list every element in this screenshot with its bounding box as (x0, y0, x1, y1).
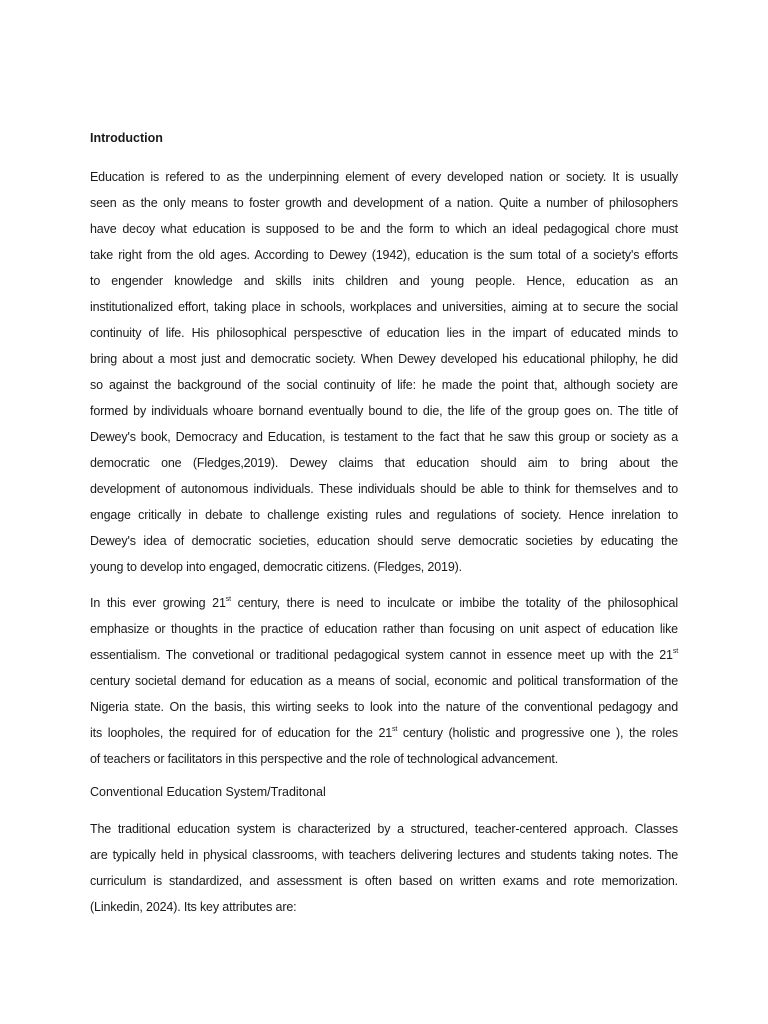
text-line: emphasize or thoughts in the practice of education rather than focusing on unit aspect of education like (90, 622, 678, 636)
text-line: of teachers or facilitators in this perspective and the role of technological advancement. (90, 752, 559, 766)
text-segment: its loopholes, the required for of education for the 21 (90, 726, 393, 740)
text-segment: century (holistic and progressive one ), the roles (397, 726, 678, 740)
text-line: Nigeria state. On the basis, this wirting seeks to look into the nature of the conventional pedagogy and (90, 700, 678, 714)
superscript: st (225, 596, 231, 603)
text-line: The traditional education system is characterized by a structured, teacher-centered approach. Classes (90, 822, 678, 836)
text-line: engage critically in debate to challenge existing rules and regulations of society. Hence inrelation to (90, 508, 678, 522)
paragraph-traditional-system (90, 816, 678, 920)
document-body (90, 128, 678, 930)
text-line (90, 642, 678, 668)
text-segment: In this ever growing 21 (90, 596, 226, 610)
text-line: Education is refered to as the underpinning element of every developed nation or society. It is usually (90, 170, 678, 184)
text-line: so against the background of the social continuity of life: he made the point that, although society are (90, 378, 678, 392)
text-line: century societal demand for education as a means of social, economic and political transformation of the (90, 674, 678, 688)
text-line: continuity of life. His philosophical perspesctive of education lies in the impart of educated minds to (90, 326, 678, 340)
text-line (90, 720, 678, 746)
paragraph-21st-century (90, 590, 678, 772)
text-line: development of autonomous individuals. These individuals should be able to think for themselves and to (90, 482, 678, 496)
text-line: seen as the only means to foster growth and development of a nation. Quite a number of philosophers (90, 196, 678, 210)
text-line: democratic one (Fledges,2019). Dewey claims that education should aim to bring about the (90, 456, 678, 470)
text-line: Dewey's book, Democracy and Education, is testament to the fact that he saw this group or society as a (90, 430, 678, 444)
text-line: young to develop into engaged, democratic citizens. (Fledges, 2019). (90, 560, 462, 574)
text-line: Dewey's idea of democratic societies, education should serve democratic societies by educating the (90, 534, 678, 548)
superscript: st (672, 648, 678, 655)
text-line: bring about a most just and democratic society. When Dewey developed his educational philophy, he did (90, 352, 678, 366)
text-segment: century, there is need to inculcate or imbibe the totality of the philosophical (230, 596, 678, 610)
section-heading-introduction: Introduction (90, 131, 163, 145)
text-segment: essentialism. The convetional or traditional pedagogical system cannot in essence meet up with the 21 (90, 648, 673, 662)
section-heading-conventional-education: Conventional Education System/Traditonal (90, 785, 326, 799)
paragraph-introduction (90, 164, 678, 580)
text-line: formed by individuals whoare bornand eventually bound to die, the life of the group goes on. The title of (90, 404, 678, 418)
text-line: are typically held in physical classrooms, with teachers delivering lectures and students taking notes. The (90, 848, 678, 862)
text-line: institutionalized effort, taking place in schools, workplaces and universities, aiming at to secure the social (90, 300, 678, 314)
text-line: (Linkedin, 2024). Its key attributes are: (90, 900, 297, 914)
text-line: curriculum is standardized, and assessment is often based on written exams and rote memorization. (90, 874, 678, 888)
text-line: take right from the old ages. According to Dewey (1942), education is the sum total of a society's efforts (90, 248, 678, 262)
superscript: st (392, 726, 398, 733)
text-line: have decoy what education is supposed to be and the form to which an ideal pedagogical chore must (90, 222, 678, 236)
text-line: to engender knowledge and skills inits children and young people. Hence, education as an (90, 274, 678, 288)
text-line (90, 590, 678, 616)
